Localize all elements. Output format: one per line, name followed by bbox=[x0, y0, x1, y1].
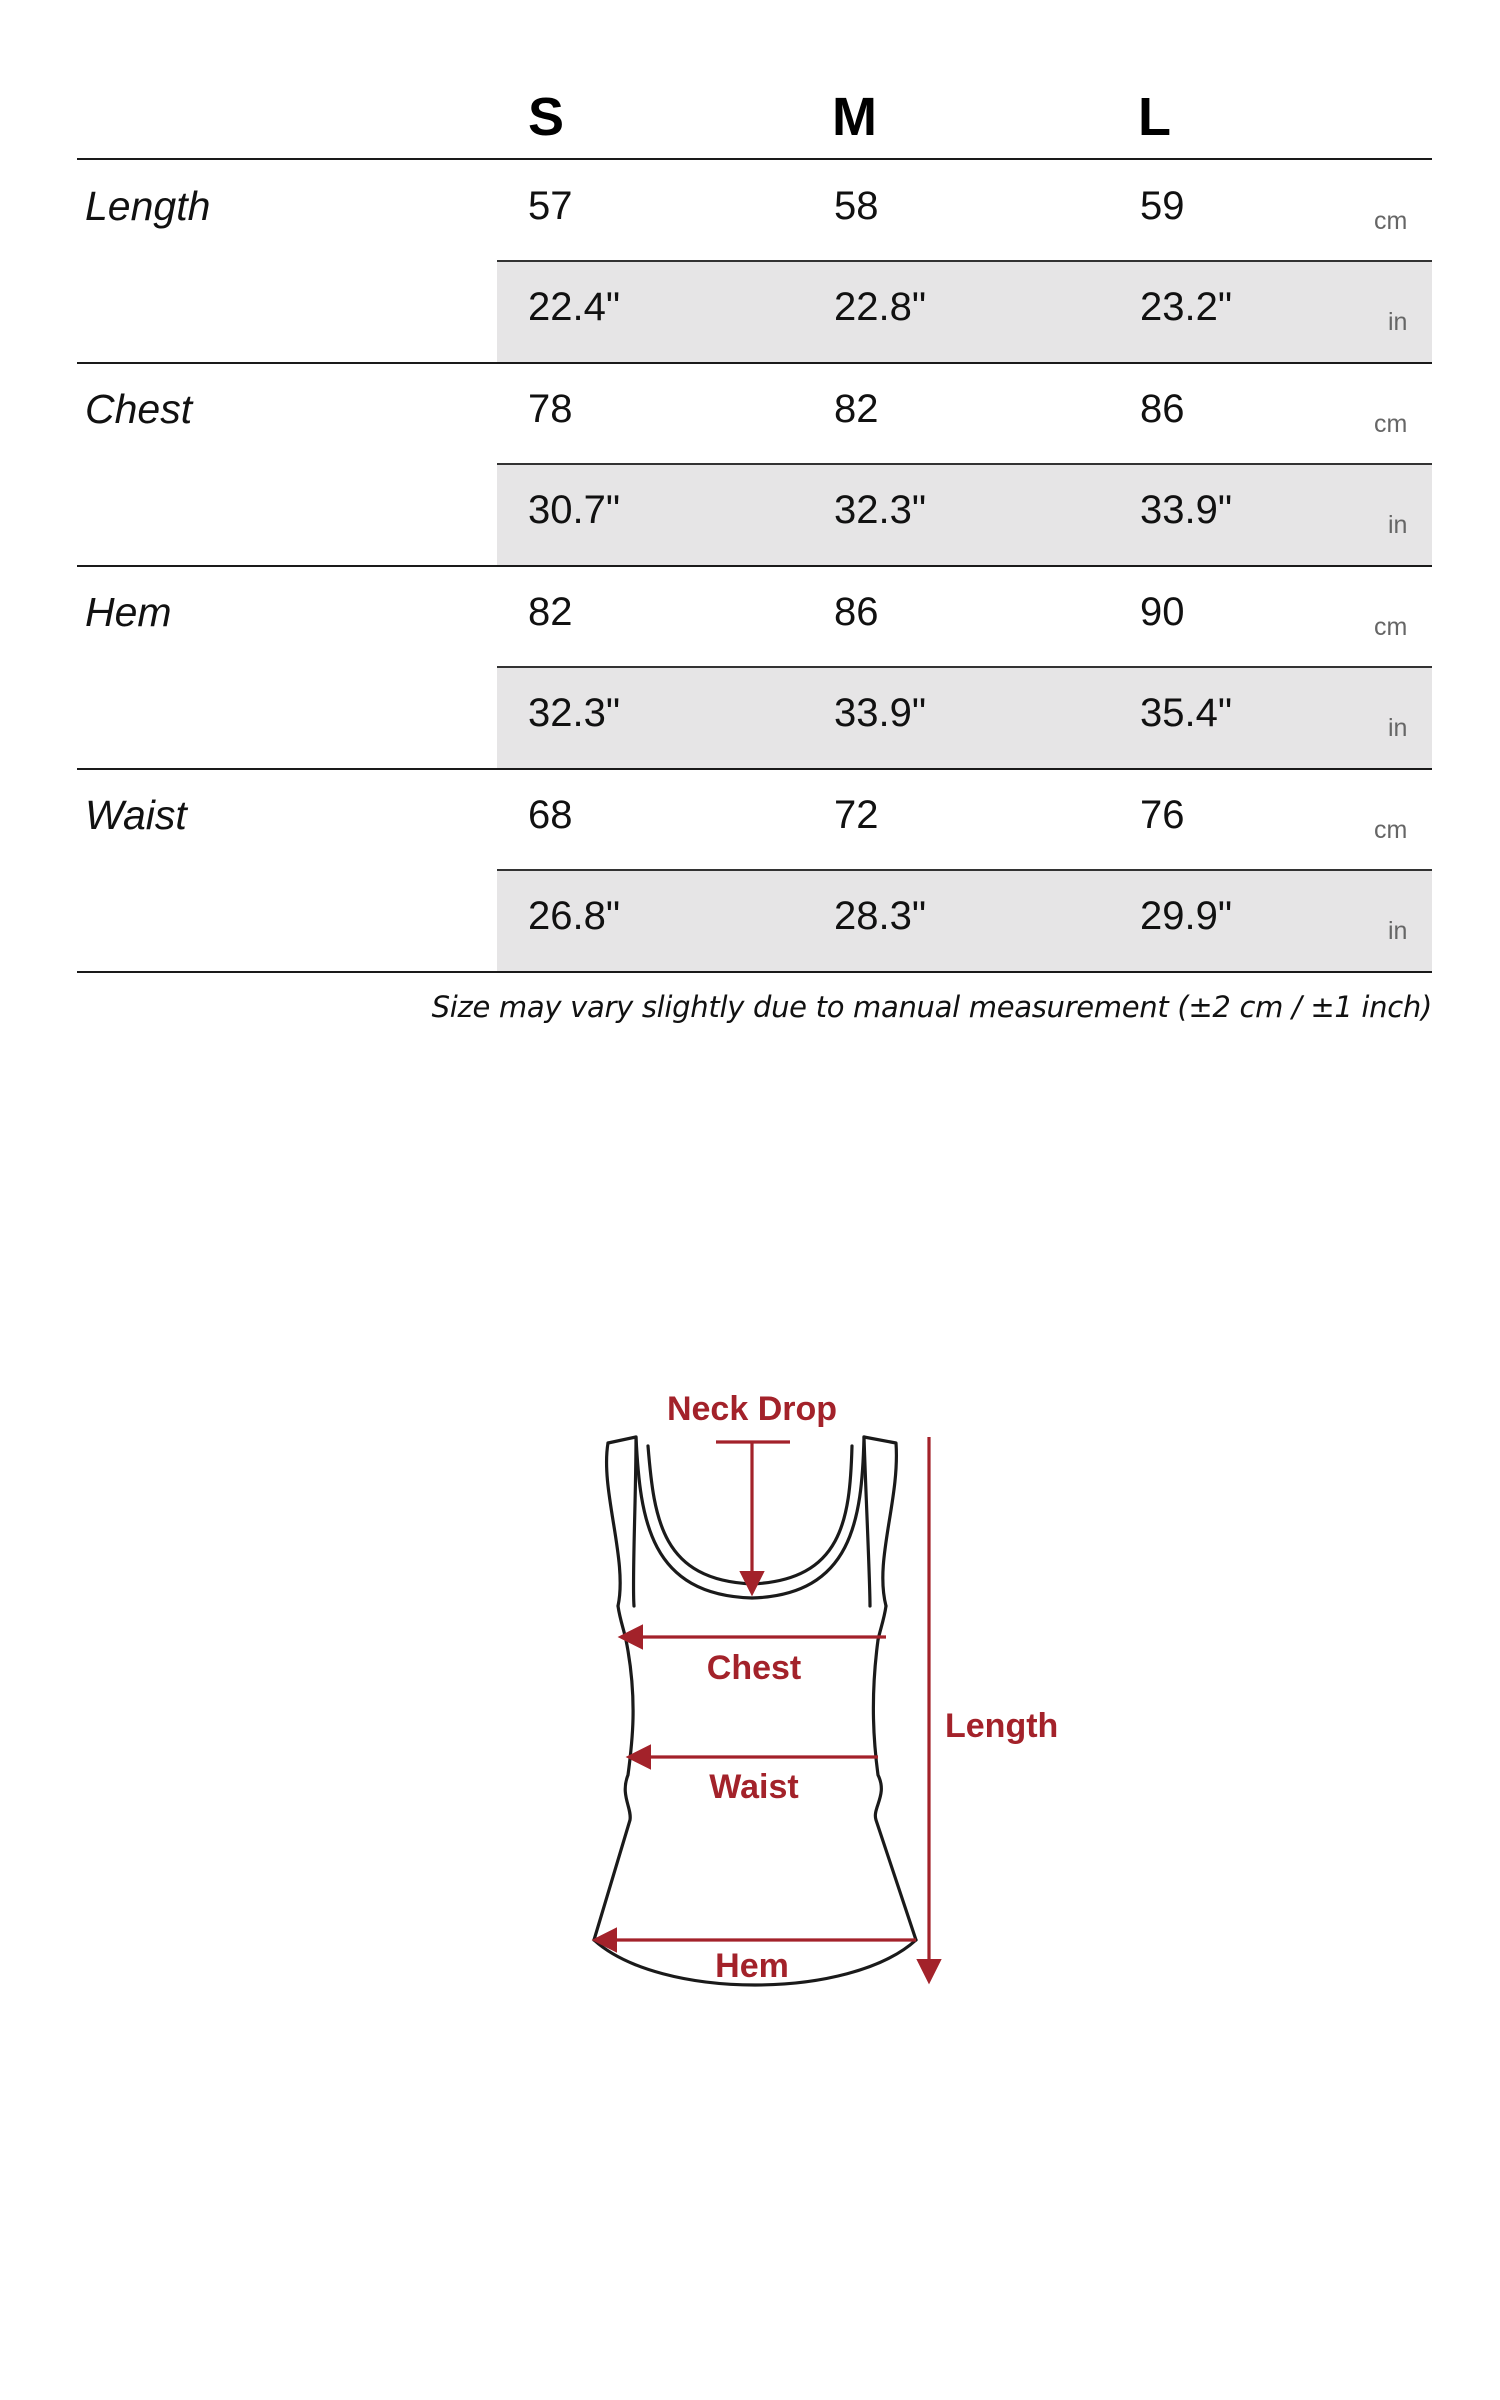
size-header-l: L bbox=[1138, 87, 1171, 147]
label-hem: Hem bbox=[715, 1947, 789, 1985]
hem-in-l: 35.4" bbox=[1140, 691, 1233, 735]
length-cm-l: 59 bbox=[1140, 184, 1185, 228]
length-cm-s: 57 bbox=[528, 184, 573, 228]
waist-in-m: 28.3" bbox=[834, 894, 927, 938]
inch-row-band-waist bbox=[497, 871, 1432, 971]
chest-cm-m: 82 bbox=[834, 387, 879, 431]
measure-label-hem: Hem bbox=[85, 589, 172, 635]
waist-cm-s: 68 bbox=[528, 793, 573, 837]
measure-label-chest: Chest bbox=[85, 386, 193, 432]
waist-in-l: 29.9" bbox=[1140, 894, 1233, 938]
waist-cm-m: 72 bbox=[834, 793, 879, 837]
measurement-note: Size may vary slightly due to manual measurement (±2 cm / ±1 inch) bbox=[431, 990, 1432, 1024]
size-header-s: S bbox=[528, 87, 565, 147]
unit-cm-label: cm bbox=[1374, 613, 1408, 641]
measure-label-length: Length bbox=[85, 183, 211, 229]
length-in-l: 23.2" bbox=[1140, 285, 1233, 329]
unit-in-label: in bbox=[1388, 511, 1408, 539]
chest-cm-l: 86 bbox=[1140, 387, 1185, 431]
row-divider bbox=[497, 260, 1432, 262]
unit-in-label: in bbox=[1388, 917, 1408, 945]
label-neck-drop: Neck Drop bbox=[666, 1390, 838, 1428]
label-waist: Waist bbox=[709, 1768, 799, 1806]
label-chest: Chest bbox=[706, 1649, 802, 1687]
group-divider bbox=[77, 362, 1432, 364]
measure-label-waist: Waist bbox=[85, 792, 187, 838]
unit-in-label: in bbox=[1388, 714, 1408, 742]
hem-cm-s: 82 bbox=[528, 590, 573, 634]
length-in-s: 22.4" bbox=[528, 285, 621, 329]
inch-row-band-hem bbox=[497, 668, 1432, 768]
chest-in-s: 30.7" bbox=[528, 488, 621, 532]
group-divider bbox=[77, 565, 1432, 567]
row-divider bbox=[497, 869, 1432, 871]
inch-row-band-chest bbox=[497, 465, 1432, 565]
label-length: Length bbox=[945, 1707, 1059, 1745]
table-top-rule bbox=[77, 158, 1432, 160]
row-divider bbox=[497, 666, 1432, 668]
waist-in-s: 26.8" bbox=[528, 894, 621, 938]
size-header-m: M bbox=[832, 87, 877, 147]
unit-cm-label: cm bbox=[1374, 207, 1408, 235]
chest-in-m: 32.3" bbox=[834, 488, 927, 532]
unit-cm-label: cm bbox=[1374, 816, 1408, 844]
inch-row-band-length bbox=[497, 262, 1432, 362]
tank-top-measurement-diagram bbox=[0, 1360, 1500, 2020]
unit-in-label: in bbox=[1388, 308, 1408, 336]
hem-in-m: 33.9" bbox=[834, 691, 927, 735]
length-in-m: 22.8" bbox=[834, 285, 927, 329]
hem-cm-l: 90 bbox=[1140, 590, 1185, 634]
group-divider bbox=[77, 768, 1432, 770]
length-cm-m: 58 bbox=[834, 184, 879, 228]
tank-top-outline bbox=[594, 1437, 916, 1985]
hem-in-s: 32.3" bbox=[528, 691, 621, 735]
chest-cm-s: 78 bbox=[528, 387, 573, 431]
waist-cm-l: 76 bbox=[1140, 793, 1185, 837]
unit-cm-label: cm bbox=[1374, 410, 1408, 438]
table-bottom-rule bbox=[77, 971, 1432, 973]
chest-in-l: 33.9" bbox=[1140, 488, 1233, 532]
hem-cm-m: 86 bbox=[834, 590, 879, 634]
row-divider bbox=[497, 463, 1432, 465]
